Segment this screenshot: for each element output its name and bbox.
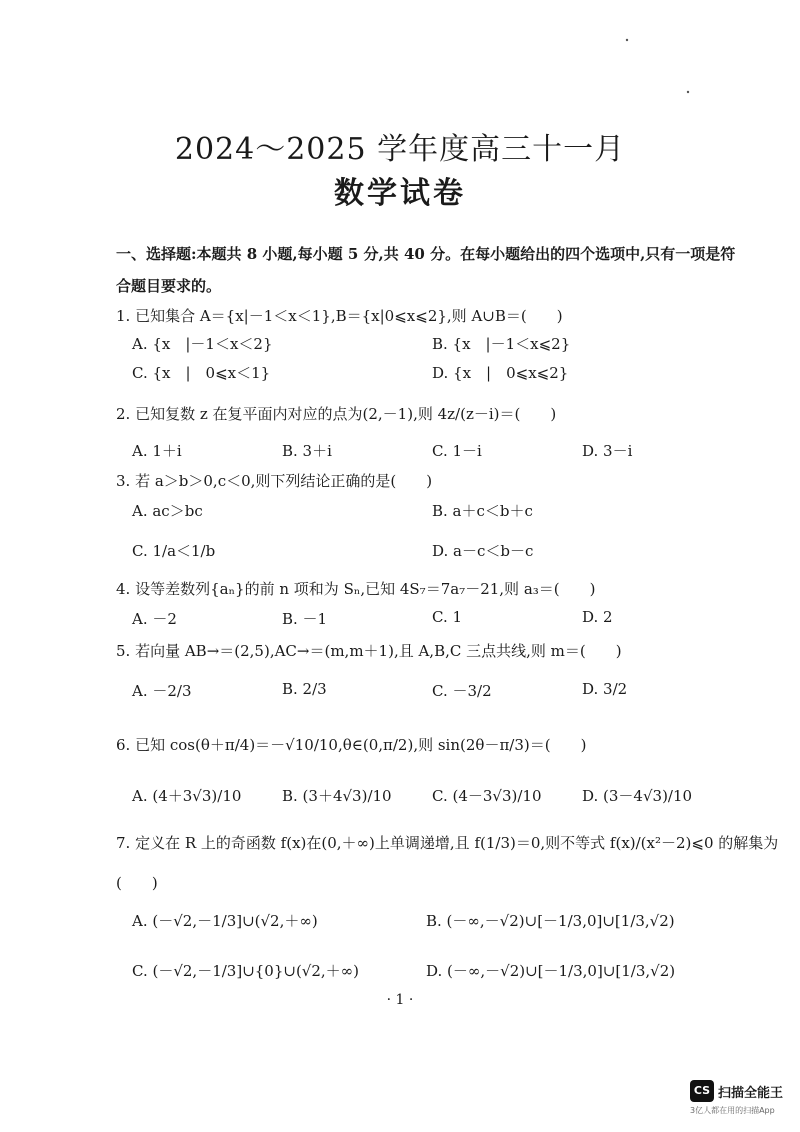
option-b: B. 2/3 [282,680,327,698]
option-c: C. (4－3√3)/10 [432,787,542,805]
question-stem: 2. 已知复数 z 在复平面内对应的点为(2,－1),则 4z/(z－i)＝( ) [116,405,557,423]
option-b: B. (－∞,－√2)∪[－1/3,0]∪[1/3,√2) [426,912,675,930]
option-a: A. {x |－1＜x＜2} [132,335,273,353]
page-number: · 1 · [386,992,414,1008]
option-a: A. －2 [132,610,177,628]
option-d: D. a－c＜b－c [432,542,534,560]
option-a: A. 1＋i [132,442,182,460]
watermark-tagline: 3亿人都在用的扫描App [690,1106,775,1115]
option-d: D. 3/2 [582,680,628,698]
question-stem: 3. 若 a＞b＞0,c＜0,则下列结论正确的是( ) [116,472,433,490]
exam-title: 2024～2025 学年度高三十一月 [174,132,626,167]
option-c: C. 1－i [432,442,482,460]
option-b: B. －1 [282,610,328,628]
option-b: B. a＋c＜b＋c [432,502,533,520]
option-c: C. －3/2 [432,682,492,700]
question-stem: 7. 定义在 R 上的奇函数 f(x)在(0,＋∞)上单调递增,且 f(1/3)＝0,则不等式 f(x)/(x²－2)⩽0 的解集为 [116,834,779,852]
option-d: D. 2 [582,608,613,626]
answer-paren: ( ) [116,874,158,892]
question-stem: 6. 已知 cos(θ＋π/4)＝－√10/10,θ∈(0,π/2),则 sin(2θ－π/3)＝( ) [116,736,587,754]
question-stem: 4. 设等差数列{aₙ}的前 n 项和为 Sₙ,已知 4S₇＝7a₇－21,则 a₃＝( ) [116,580,596,598]
option-d: D. 3－i [582,442,633,460]
camscanner-logo-icon: CS [690,1080,714,1102]
option-d: D. {x | 0⩽x⩽2} [432,364,569,382]
section-heading-choice: 一、选择题:本题共 8 小题,每小题 5 分,共 40 分。在每小题给出的四个选项中,只有一项是符合题目要求的。 [116,245,736,295]
option-c: C. {x | 0⩽x＜1} [132,364,271,382]
option-a: A. (4＋3√3)/10 [132,787,242,805]
option-a: A. －2/3 [132,682,192,700]
option-c: C. (－√2,－1/3]∪{0}∪(√2,＋∞) [132,962,360,980]
option-a: A. ac＞bc [132,502,203,520]
watermark-brand: 扫描全能王 [718,1085,784,1101]
option-b: B. (3＋4√3)/10 [282,787,392,805]
scanner-watermark [690,1080,794,1116]
option-b: B. {x |－1＜x⩽2} [432,335,571,353]
question-stem: 1. 已知集合 A＝{x|－1＜x＜1},B＝{x|0⩽x⩽2},则 A∪B＝( ) [116,307,563,325]
option-d: D. (3－4√3)/10 [582,787,693,805]
question-stem: 5. 若向量 AB→＝(2,5),AC→＝(m,m＋1),且 A,B,C 三点共线,则 m＝( ) [116,642,622,660]
option-c: C. 1/a＜1/b [132,542,216,560]
option-b: B. 3＋i [282,442,332,460]
option-a: A. (－√2,－1/3]∪(√2,＋∞) [132,912,318,930]
option-c: C. 1 [432,608,463,626]
exam-subtitle: 数学试卷 [334,176,466,211]
option-d: D. (－∞,－√2)∪[－1/3,0]∪[1/3,√2) [426,962,676,980]
